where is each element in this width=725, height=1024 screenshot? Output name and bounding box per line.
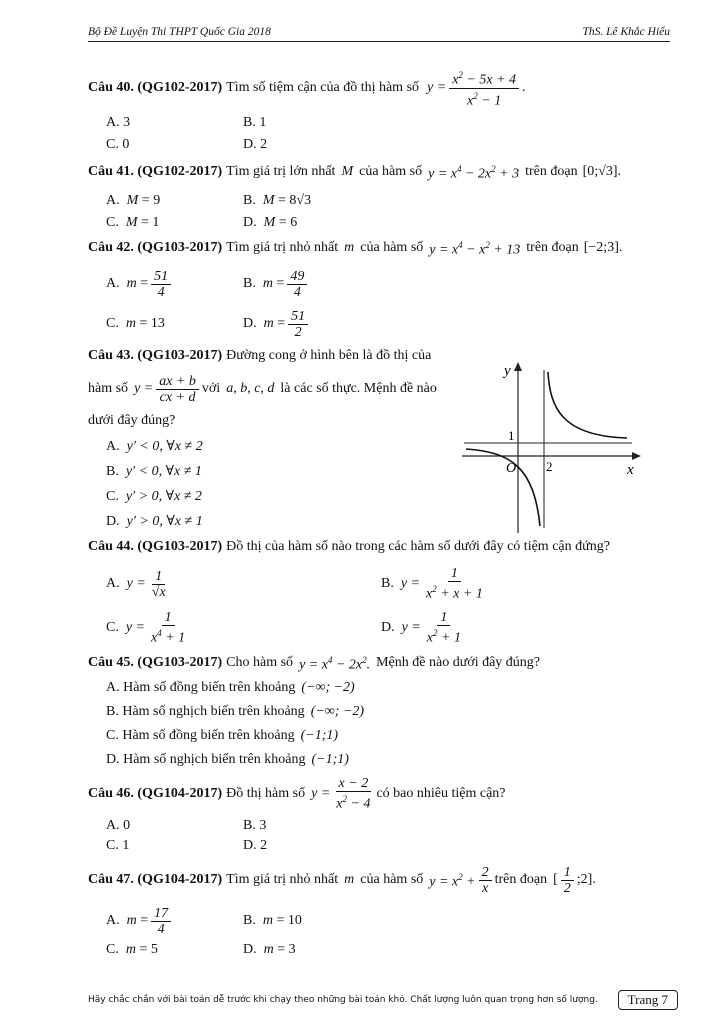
y-arrow [514, 362, 522, 371]
question-44 [88, 536, 678, 650]
question-40: Câu 40. (QG102-2017) Tìm số tiệm cận của đồ thị hàm số y = $\frac{x^2 - 5x + 4}{x^2 - 1}$ . A. 3 B. 1 C. 0 D. 2 [88, 68, 678, 156]
option-c: C. y′ > 0, ∀x ≠ 2 [106, 489, 202, 504]
question-title: Câu 44. (QG103-2017) [88, 539, 223, 554]
question-text-3: trên đoạn [525, 164, 578, 179]
question-45: Câu 45. (QG103-2017) Cho hàm số $y = x^4 - 2x^2$. Mệnh đề nào dưới đây đúng? A. Hàm số đồng biến trên khoảng (−∞; −2) B. Hàm số nghịch biến trên khoảng (−∞; −2) C. Hàm số đồng biến trên khoảng (−1;1) D. Hàm số nghịch biến trên khoảng (−1;1) [88, 652, 678, 772]
tick-x-2: 2 [546, 459, 553, 474]
option-d: D. m = 3 [243, 942, 296, 957]
option-b: B. m = $\frac{49}{4}$ [243, 264, 678, 304]
question-title: Câu 41. (QG102-2017) [88, 164, 223, 179]
question-text-2: Mệnh đề nào dưới đây đúng? [376, 655, 541, 670]
question-title: Câu 47. (QG104-2017) [88, 872, 223, 887]
question-text: Tìm số tiệm cận của đồ thị hàm số [226, 80, 420, 95]
question-text: Tìm giá trị nhỏ nhất [226, 872, 339, 887]
option-a: A. m = $\frac{17}{4}$ [106, 902, 243, 940]
option-d: D. y′ > 0, ∀x ≠ 1 [106, 514, 203, 529]
hyperbola-graph [462, 358, 642, 538]
option-a: A. 3 [106, 115, 131, 130]
option-d: D. 2 [243, 838, 268, 853]
question-text-2: của hàm số [360, 872, 424, 887]
option-c: C. m = 5 [106, 942, 158, 957]
option-d: D. M = 6 [243, 215, 298, 230]
question-text: Đồ thị của hàm số nào trong các hàm số dưới đây có tiệm cận đứng? [226, 539, 610, 554]
option-c: C. M = 1 [106, 215, 160, 230]
option-d: D. 2 [243, 137, 268, 152]
option-a: A. m = $\frac{51}{4}$ [106, 264, 243, 304]
option-d: D. m = $\frac{51}{2}$ [243, 304, 678, 344]
option-a: A. y′ < 0, ∀x ≠ 2 [106, 439, 203, 454]
page-header [88, 22, 670, 42]
question-text: Tìm giá trị nhỏ nhất [226, 240, 339, 255]
question-title: Câu 46. (QG104-2017) [88, 786, 223, 801]
option-c: C. m = 13 [106, 316, 165, 331]
tick-y-1: 1 [508, 428, 515, 443]
curve-left-branch [466, 449, 540, 526]
curve-right-branch [548, 372, 627, 438]
question-text-2: hàm số [88, 381, 129, 396]
question-text-2: của hàm số [359, 164, 423, 179]
question-text: Cho hàm số [226, 655, 294, 670]
option-d: D. Hàm số nghịch biến trên khoảng (−1;1) [106, 752, 349, 767]
question-title: Câu 42. (QG103-2017) [88, 240, 223, 255]
option-a: A. Hàm số đồng biến trên khoảng (−∞; −2) [106, 680, 355, 695]
option-b: B. m = 10 [243, 913, 302, 928]
option-c: C. y = $\frac{1}{x^4 + 1}$ [106, 610, 186, 646]
question-47: Câu 47. (QG104-2017) Tìm giá trị nhỏ nhất m của hàm số $y = x^2$ + $\frac{2}{x}$ trên đoạn [ $\frac{1}{2}$ ;2]. A. m = $\frac{17}{4}$ B. m = 10 C. m = 5 D. m = 3 [88, 860, 678, 960]
question-title: Câu 45. (QG103-2017) [88, 655, 223, 670]
question-41: Câu 41. (QG102-2017) Tìm giá trị lớn nhất M của hàm số $y = x^4 - 2x^2 + 3$ trên đoạn [0;√3]. A. M = 9 B. M = 8√3 C. M = 1 D. M = 6 [88, 160, 678, 234]
question-text: Tìm giá trị lớn nhất [226, 164, 336, 179]
x-arrow [632, 452, 641, 460]
question-text-2: có bao nhiêu tiệm cận? [376, 786, 506, 801]
question-42: Câu 42. (QG103-2017) Tìm giá trị nhỏ nhất m của hàm số $y = x^4 - x^2 + 13$ trên đoạn [−2;3]. A. m = $\frac{51}{4}$ B. m = $\frac{49}{4}$ C. m = 13 D. m = $\frac{51}{2}$ [88, 236, 678, 344]
option-a: A. y = $\frac{1}{√x}$ [106, 568, 166, 600]
page-number: Trang 7 [618, 990, 678, 1010]
question-text-5: dưới đây đúng? [88, 413, 176, 428]
question-text: Đồ thị hàm số [226, 786, 306, 801]
question-text-2: của hàm số [360, 240, 424, 255]
option-a: A. M = 9 [106, 193, 161, 208]
question-text-3: với [201, 381, 221, 396]
question-title: Câu 40. (QG102-2017) [88, 80, 223, 95]
origin-label: O [506, 461, 517, 476]
footer-text: Hãy chắc chắn với bài toán dễ trước khi chạy theo những bài toán khó. Chất lượng luôn quan trọng hơn số lượng. [88, 995, 598, 1005]
question-46: Câu 46. (QG104-2017) Đồ thị hàm số y = $\frac{x - 2}{x^2 - 4}$ có bao nhiêu tiệm cận? A. 0 B. 3 C. 1 D. 2 [88, 774, 678, 856]
question-text-4: là các số thực. Mệnh đề nào [280, 381, 437, 396]
question-43: Câu 43. (QG103-2017) Đường cong ở hình bên là đồ thị của hàm số y = $\frac{ax + b}{cx + d}$ với a, b, c, d là các số thực. Mệnh đề nào dưới đây đúng? A. y′ < 0, ∀x ≠ 2 B. y′ < 0, ∀x ≠ 1 C. y′ > 0, ∀x ≠ 2 D. y′ > 0, ∀x ≠ 1 [88, 344, 678, 534]
question-text-3: trên đoạn [526, 240, 579, 255]
option-b: B. y′ < 0, ∀x ≠ 1 [106, 464, 202, 479]
header-right: ThS. Lê Khắc Hiếu [582, 26, 670, 38]
option-d: D. y = $\frac{1}{x^2 + 1}$ [381, 610, 461, 646]
y-label: y [504, 363, 511, 379]
option-c: C. 1 [106, 838, 130, 853]
page-footer [88, 990, 678, 1010]
option-c: C. 0 [106, 137, 130, 152]
option-b: B. M = 8√3 [243, 193, 312, 208]
option-b: B. y = $\frac{1}{x^2 + x + 1}$ [381, 566, 483, 602]
option-b: B. 1 [243, 115, 267, 130]
option-c: C. Hàm số đồng biến trên khoảng (−1;1) [106, 728, 339, 743]
option-a: A. 0 [106, 818, 131, 833]
question-text-3: trên đoạn [494, 872, 548, 887]
header-left: Bộ Đề Luyện Thi THPT Quốc Gia 2018 [88, 26, 271, 38]
question-text: Đường cong ở hình bên là đồ thị của [226, 348, 432, 363]
x-label: x [627, 462, 634, 478]
question-title: Câu 43. (QG103-2017) [88, 348, 223, 363]
option-b: B. Hàm số nghịch biến trên khoảng (−∞; −2) [106, 704, 365, 719]
option-b: B. 3 [243, 818, 267, 833]
